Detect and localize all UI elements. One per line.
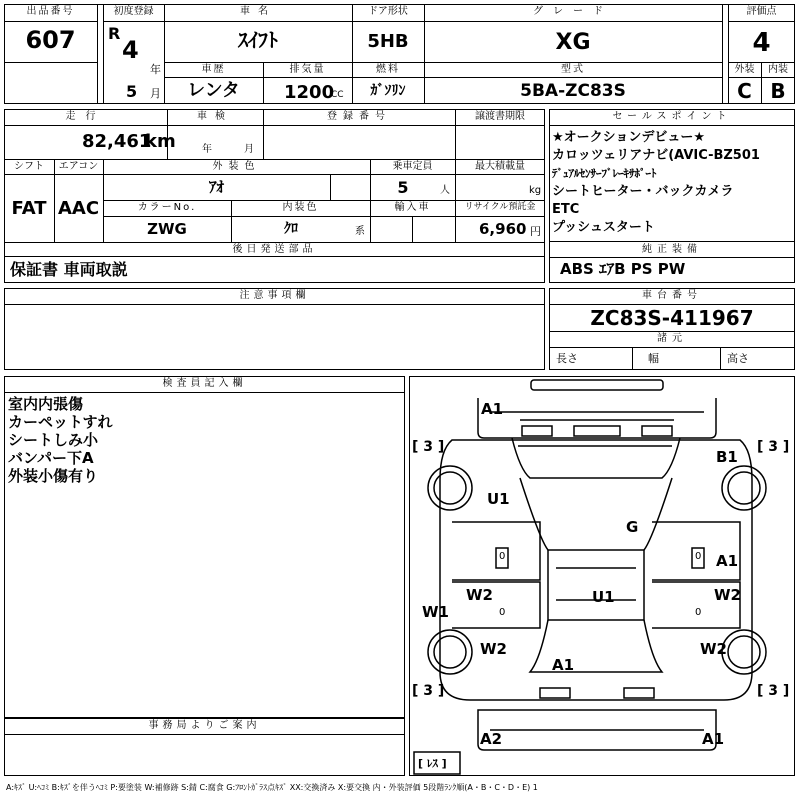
exterior-header: 外装 [734, 64, 755, 75]
persons-unit: 人 [440, 185, 450, 196]
door-header: ドア形状 [368, 6, 408, 17]
km-unit: km [145, 131, 176, 152]
displacement-header: 排気量 [289, 64, 326, 75]
mark-w2-rr: W2 [700, 640, 727, 658]
mark-a1-fender: A1 [716, 552, 739, 570]
capacity-header: 乗車定員 [392, 161, 433, 172]
shift-value: FAT [11, 198, 47, 219]
recycle-value: 6,960 [479, 220, 527, 238]
yen-unit: 円 [530, 225, 541, 238]
tire-fr-score: [ 3 ] [757, 439, 790, 455]
mark-a1-bumper: A1 [702, 730, 725, 748]
door-zero-left-rear: 0 [499, 607, 506, 618]
sales-point-item: カロッツェリアナビ(AVIC-BZ501 [552, 148, 760, 163]
lot-no-value: 607 [25, 26, 76, 54]
capacity-value: 5 [397, 178, 409, 197]
inspection-year-unit: 年 [202, 144, 212, 155]
inspection-month-unit: 月 [244, 144, 254, 155]
kei-unit: 系 [355, 226, 365, 237]
displacement-value: 1200 [284, 82, 335, 103]
grade-header: グレード [533, 6, 613, 17]
mark-a1-front: A1 [481, 400, 504, 418]
inspection-header: 車検 [197, 111, 233, 122]
later-items-header: 後日発送部品 [232, 244, 317, 255]
kg-unit: kg [529, 185, 542, 196]
interior-value: B [770, 79, 786, 103]
int-color-header: 内装色 [282, 202, 319, 213]
era-label: R [108, 24, 121, 43]
color-no-value: ZWG [147, 220, 187, 238]
mark-a2: A2 [480, 730, 503, 748]
door-zero-right-front: 0 [695, 551, 702, 562]
mark-b1: B1 [716, 448, 738, 466]
tire-rl-score: [ 3 ] [412, 683, 445, 699]
tire-rr-score: [ 3 ] [757, 683, 790, 699]
model-header: 型式 [561, 64, 585, 75]
aircon-header: エアコン [58, 161, 99, 172]
inspector-note: バンパー下A [8, 449, 94, 467]
color-no-header: カラーNo. [137, 202, 197, 213]
door-zero-right-rear: 0 [695, 607, 702, 618]
inspector-note: 室内内張傷 [8, 395, 84, 413]
height-label: 高さ [727, 352, 749, 365]
score-header: 評価点 [746, 6, 777, 17]
reg-year-value: 4 [122, 36, 139, 64]
sales-point-item: プッシュスタート [552, 220, 655, 235]
first-reg-header: 初度登録 [113, 6, 154, 17]
car-name-value: ｽｲﾌﾄ [238, 28, 278, 52]
lot-no-header: 出品番号 [26, 6, 75, 17]
mileage-header: 走行 [65, 111, 106, 122]
inspector-note: シートしみ小 [8, 431, 99, 449]
damage-legend: A:ｷｽﾞ U:ﾍｺﾐ B:ｷｽﾞを伴うﾍｺﾐ P:要塗装 W:補修跡 S:錆 C:腐食 G:ﾌﾛﾝﾄｶﾞﾗｽ点ｷｽﾞ XX:交換済み X:要交換 内・外装評価 5段階ﾗﾝｸ順(A・B・C・D・E) 1 [6, 783, 538, 792]
grade-value: XG [555, 30, 591, 55]
shift-header: シフト [14, 161, 44, 172]
cc-unit: CC [331, 90, 344, 100]
mileage-value: 82,461 [82, 131, 152, 152]
tire-fl-score: [ 3 ] [412, 439, 445, 455]
spare-tire: [ ﾚｽ ] [418, 757, 447, 770]
sales-point-item: シートヒーター・バックカメラ [552, 184, 734, 199]
ext-color-header: 外装色 [212, 161, 261, 172]
chassis-value: ZC83S-411967 [590, 306, 754, 330]
notes-header: 注意事項欄 [239, 290, 310, 301]
chassis-header: 車台番号 [642, 290, 702, 301]
length-label: 長さ [556, 352, 578, 365]
office-header: 事務局よりご案内 [148, 720, 261, 731]
ext-color-value: ｱｵ [208, 178, 224, 196]
later-items-value: 保証書 車両取説 [10, 260, 128, 279]
mark-u1-roof: U1 [592, 588, 615, 606]
sales-point-item: ﾃﾞｭｱﾙｾﾝｻｰﾌﾞﾚｰｷｻﾎﾟｰﾄ [552, 167, 657, 180]
mark-w2-fr: W2 [714, 586, 741, 604]
reg-month-value: 5 [126, 82, 138, 101]
aircon-value: AAC [57, 198, 100, 219]
sales-point-item: ETC [552, 202, 580, 217]
mark-g: G [626, 518, 639, 536]
reg-month-unit: 月 [150, 87, 161, 100]
inspector-note: カーペットすれ [8, 413, 113, 431]
inspector-note: 外装小傷有り [8, 467, 99, 485]
import-header: 輸入車 [394, 202, 431, 213]
door-value: 5HB [367, 31, 409, 52]
inspector-header: 検査員記入欄 [162, 378, 247, 389]
max-load-header: 最大積載量 [475, 161, 525, 172]
reg-no-header: 登録番号 [327, 111, 391, 122]
recycle-header: リサイクル預託金 [464, 202, 536, 212]
width-label: 幅 [648, 352, 659, 365]
transfer-doc-header: 譲渡書期限 [475, 111, 525, 122]
score-value: 4 [752, 28, 771, 58]
int-color-value: ｸﾛ [284, 221, 298, 237]
history-value: レンタ [187, 80, 240, 101]
history-header: 車歴 [201, 64, 226, 75]
exterior-value: C [737, 79, 752, 103]
mark-w2-fl: W2 [466, 586, 493, 604]
equipment-value: ABS ｴｱB PS PW [560, 260, 686, 278]
sales-point-item: ★オークションデビュー★ [552, 130, 706, 145]
equipment-header: 純正装備 [642, 244, 702, 255]
car-name-header: 車名 [240, 6, 276, 17]
mark-w1: W1 [422, 603, 449, 621]
interior-header: 内装 [768, 64, 788, 75]
specs-header: 諸元 [657, 333, 687, 344]
mark-a1-rear: A1 [552, 656, 575, 674]
reg-year-unit: 年 [150, 63, 161, 76]
mark-u1-hood: U1 [487, 490, 510, 508]
mark-w2-rl: W2 [480, 640, 507, 658]
fuel-value: ｶﾞｿﾘﾝ [370, 83, 406, 99]
model-value: 5BA-ZC83S [520, 81, 626, 101]
sales-points-header: セールスポイント [612, 111, 732, 122]
door-zero-left-front: 0 [499, 551, 506, 562]
fuel-header: 燃料 [376, 64, 400, 75]
